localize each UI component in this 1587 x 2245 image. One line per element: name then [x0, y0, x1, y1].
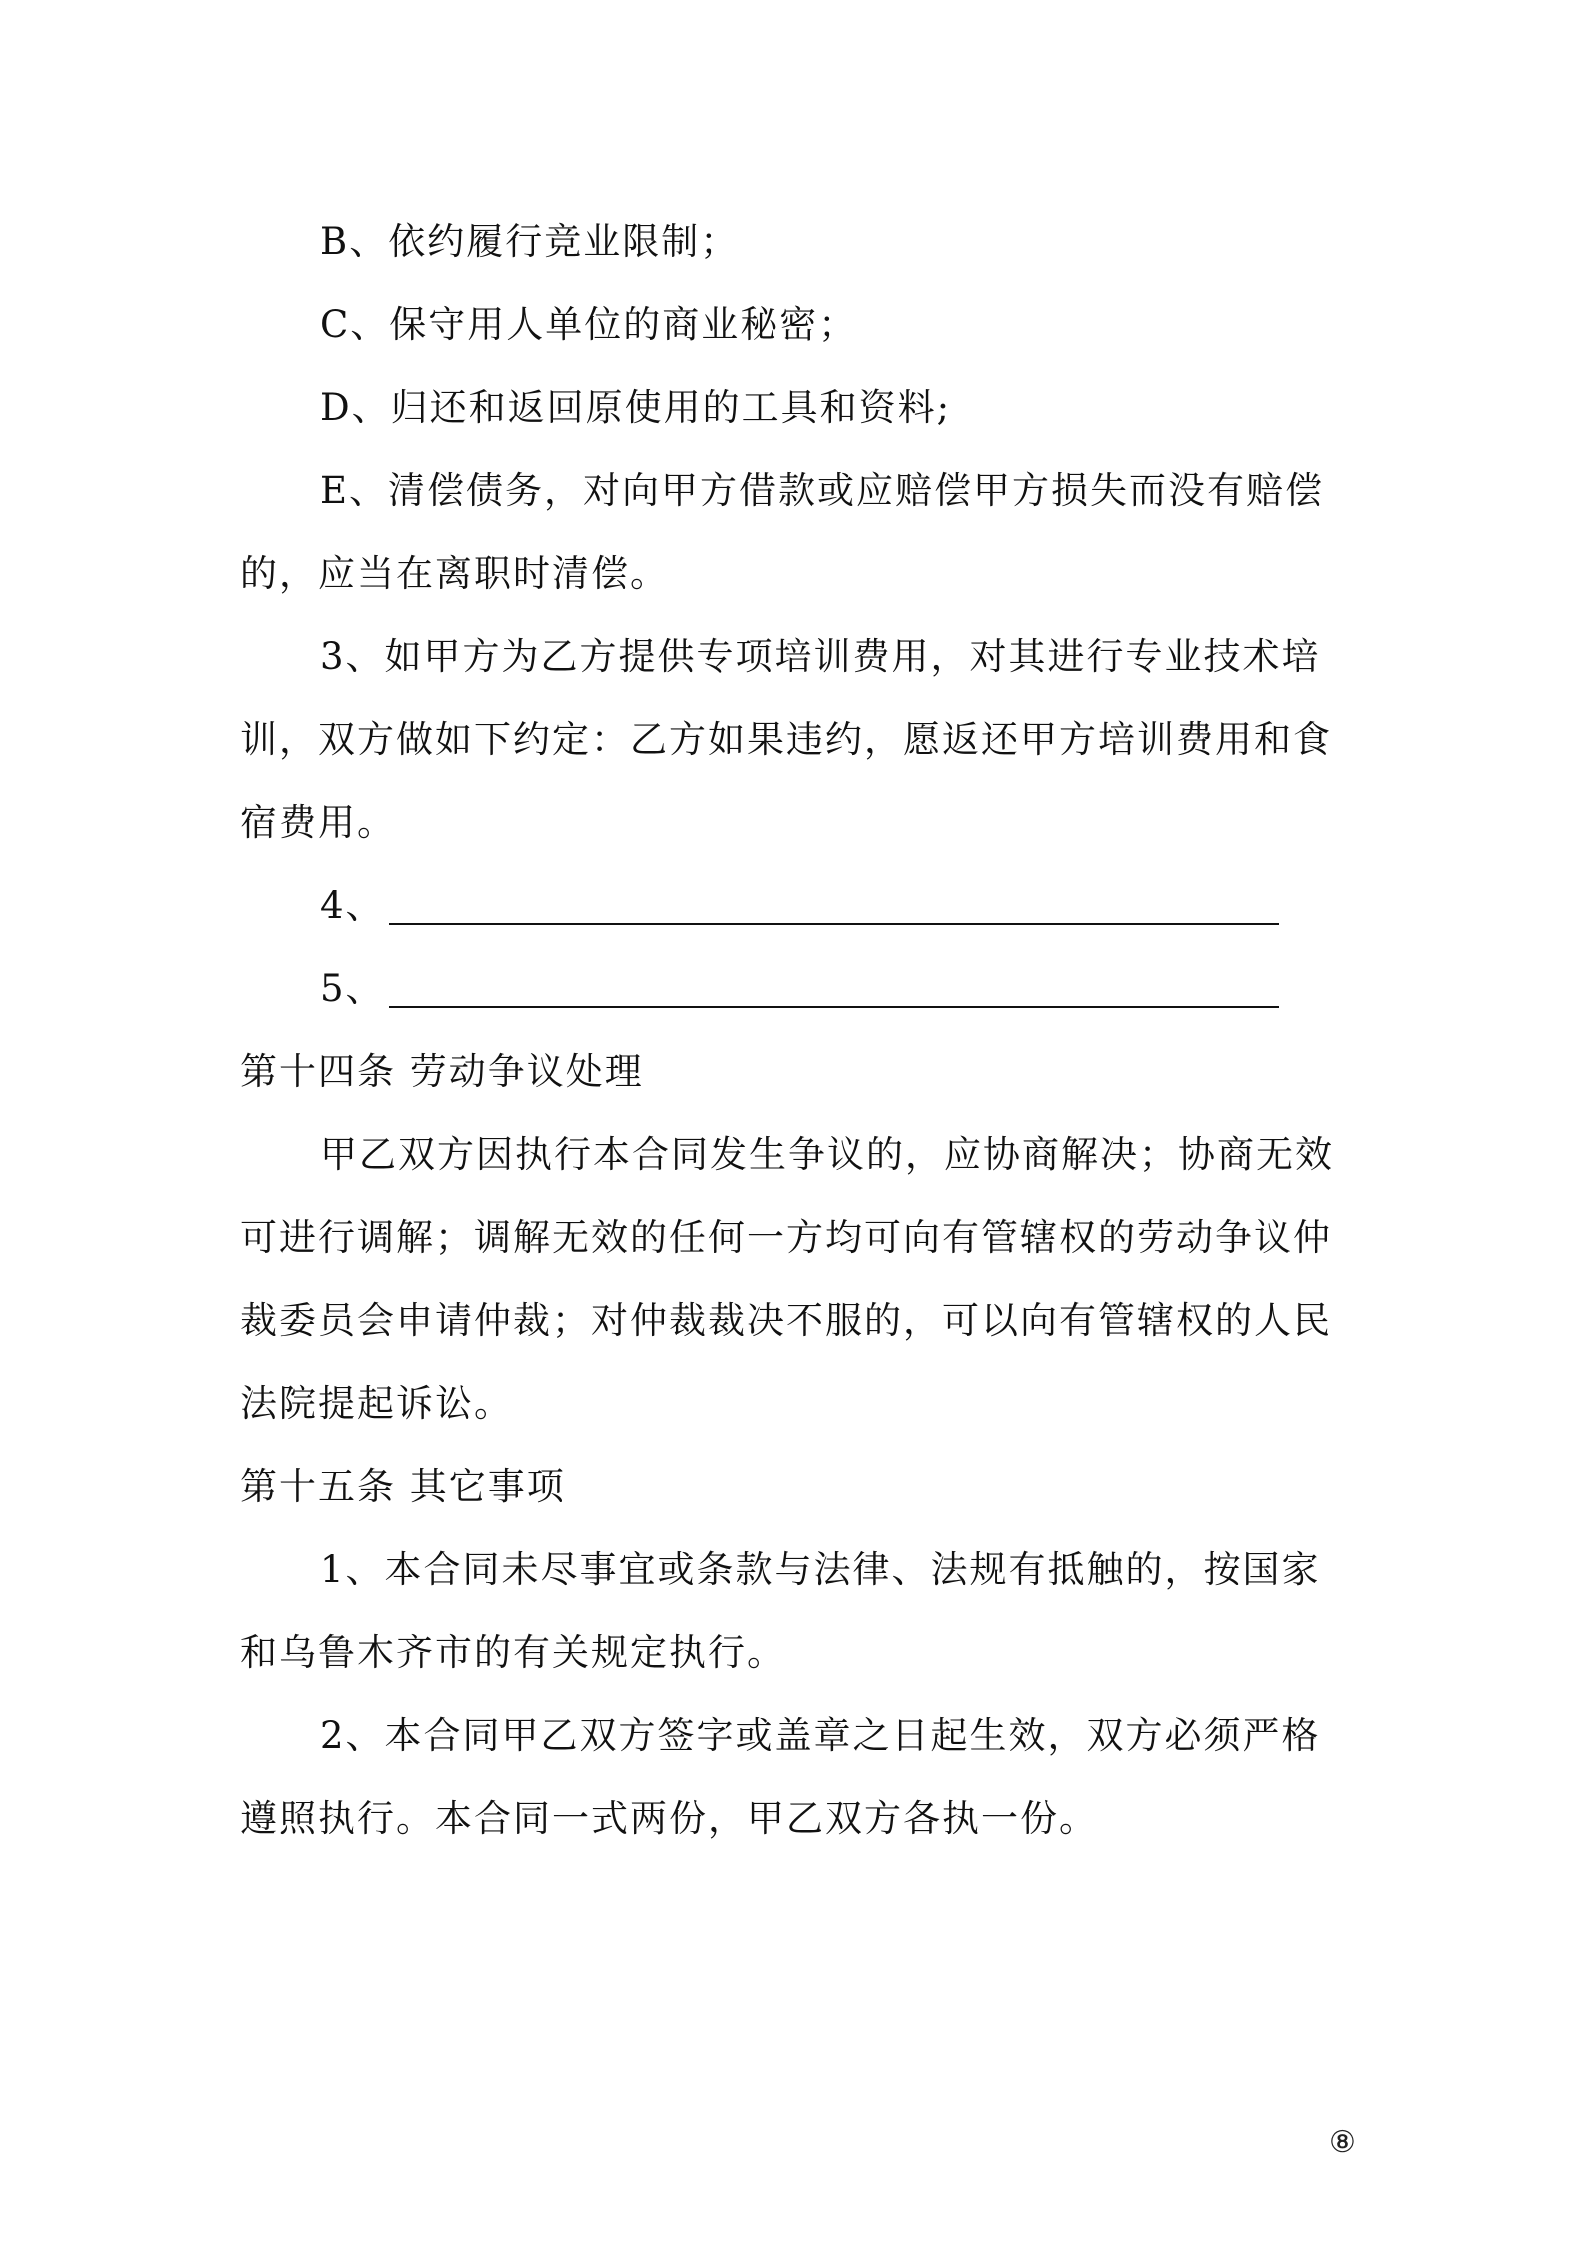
item-3-line-2: 训，双方做如下约定：乙方如果违约，愿返还甲方培训费用和食 — [240, 718, 1332, 761]
item-4-fill-line — [389, 922, 1279, 925]
article-14-para-line-4: 法院提起诉讼。 — [240, 1382, 513, 1425]
clause-e-line-1: E、清偿债务，对向甲方借款或应赔偿甲方损失而没有赔偿 — [320, 469, 1325, 512]
item-5-label: 5、 — [320, 967, 385, 1010]
article-14-heading: 第十四条 劳动争议处理 — [240, 1050, 644, 1093]
article-14-para-line-3: 裁委员会申请仲裁；对仲裁裁决不服的，可以向有管辖权的人民 — [240, 1299, 1332, 1342]
clause-c: C、保守用人单位的商业秘密； — [320, 303, 858, 346]
item-5-fill-line — [389, 1005, 1279, 1008]
item-3-line-1: 3、如甲方为乙方提供专项培训费用，对其进行专业技术培 — [320, 635, 1321, 678]
article-14-para-line-2: 可进行调解；调解无效的任何一方均可向有管辖权的劳动争议仲 — [240, 1216, 1332, 1259]
item-4-label: 4、 — [320, 884, 385, 927]
clause-b: B、依约履行竞业限制； — [320, 220, 740, 263]
item-5-blank-row — [240, 947, 1355, 1030]
item-3-line-3: 宿费用。 — [240, 801, 396, 844]
document-body — [240, 200, 1355, 1860]
article-14-para-line-1: 甲乙双方因执行本合同发生争议的，应协商解决；协商无效 — [320, 1133, 1334, 1176]
article-15-heading: 第十五条 其它事项 — [240, 1465, 566, 1508]
clause-d: D、归还和返回原使用的工具和资料; — [320, 386, 952, 429]
item-4-blank-row — [240, 864, 1355, 947]
article-15-item-1-line-2: 和乌鲁木齐市的有关规定执行。 — [240, 1631, 786, 1674]
page-number: ⑧ — [1329, 2125, 1356, 2160]
article-15-item-1-line-1: 1、本合同未尽事宜或条款与法律、法规有抵触的，按国家 — [320, 1548, 1321, 1591]
article-15-item-2-line-1: 2、本合同甲乙双方签字或盖章之日起生效，双方必须严格 — [320, 1714, 1321, 1757]
clause-e-line-2: 的，应当在离职时清偿。 — [240, 552, 669, 595]
article-15-item-2-line-2: 遵照执行。本合同一式两份，甲乙双方各执一份。 — [240, 1797, 1098, 1840]
